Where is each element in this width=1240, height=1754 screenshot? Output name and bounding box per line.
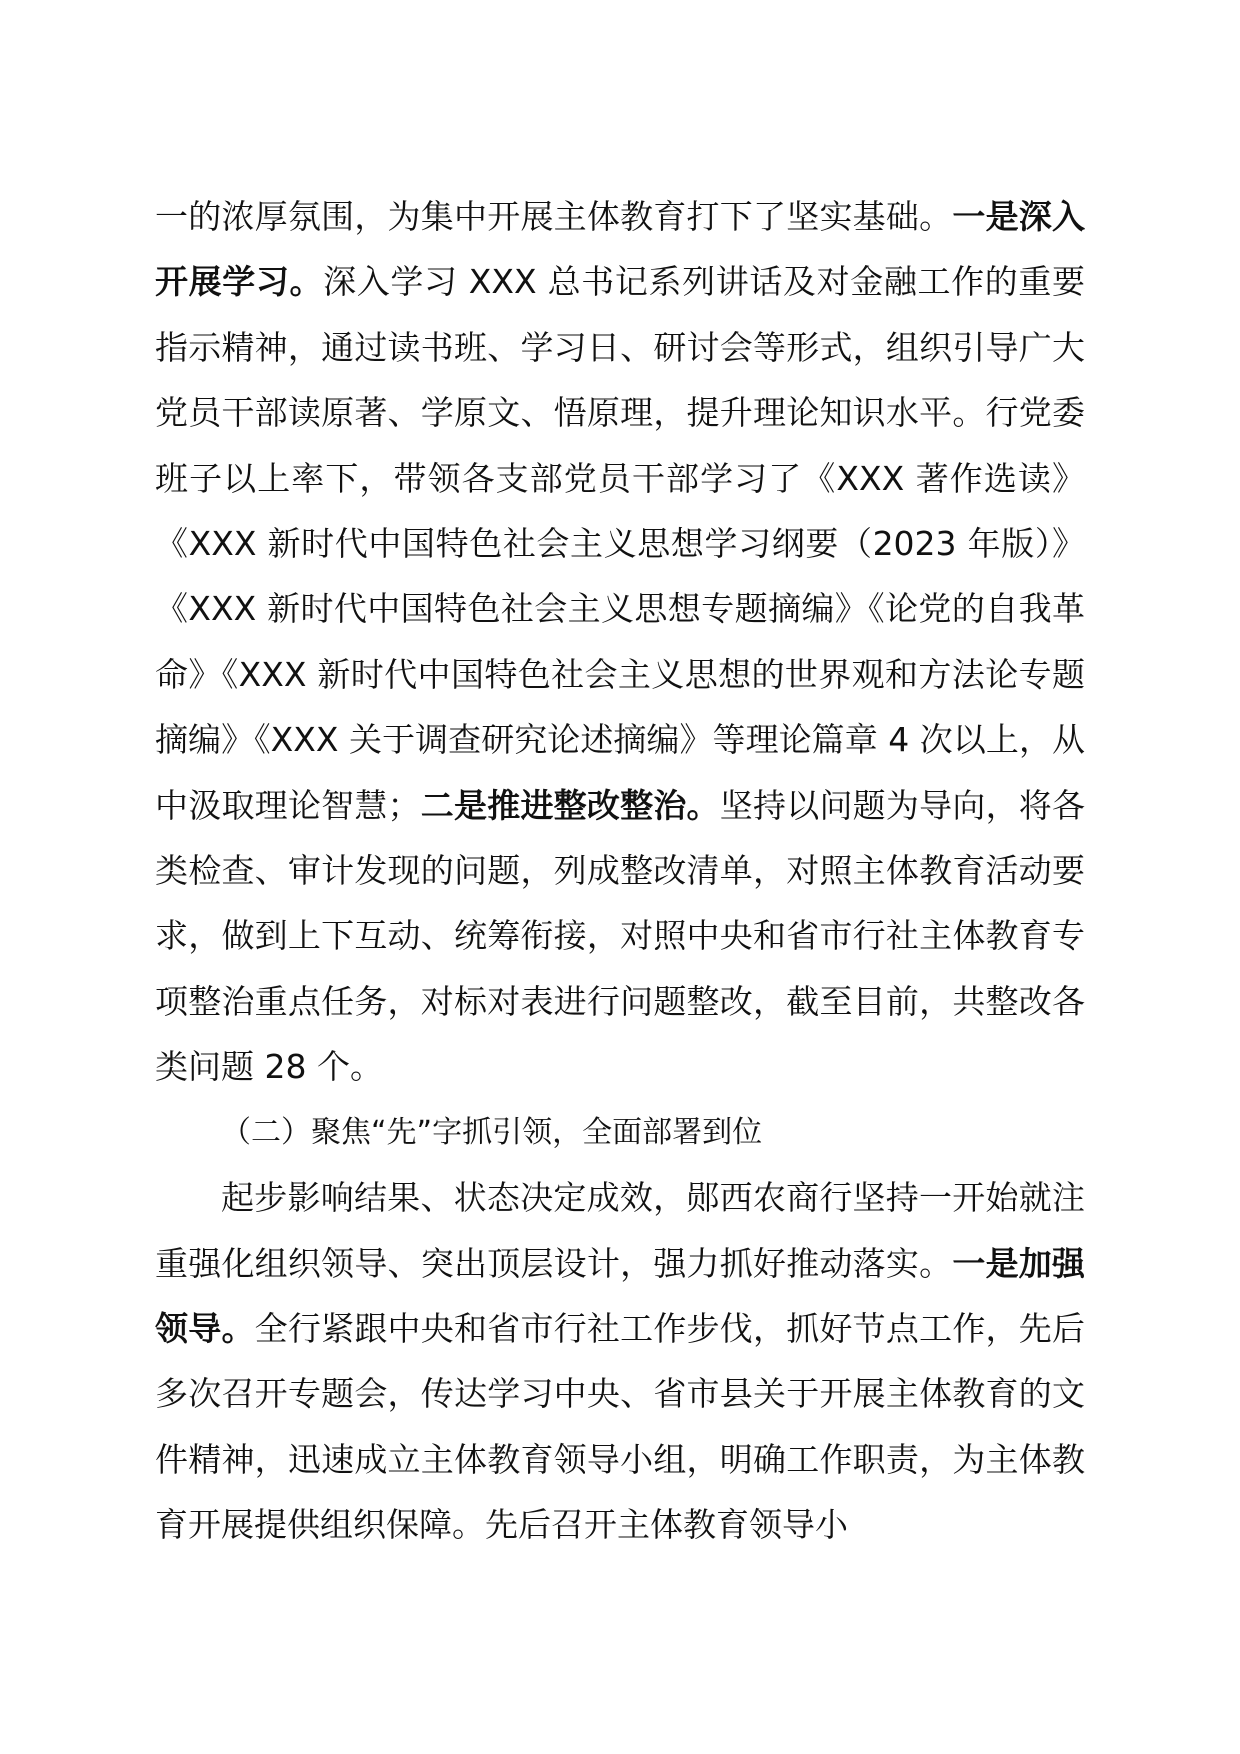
paragraph-1-text: 一的浓厚氛围，为集中开展主体教育打下了坚实基础。 [155,197,953,236]
paragraph-2-text: 起步影响结果、状态决定成效，郧西农商行坚持一开始就注重强化组织领导、突出顶层设计，强力抓好推动落实。 [155,1178,1085,1283]
paragraph-2 [155,1165,1085,1557]
paragraph-1-bold-point-1: 一是深入开展学习。 [155,197,1086,302]
section-heading: （二）聚焦“先”字抓引领，全面部署到位 [221,1114,763,1150]
document-body [155,184,1085,1558]
paragraph-2-text: 全行紧跟中央和省市行社工作步伐，抓好节点工作，先后多次召开专题会，传达学习中央、省市县关于开展主体教育的文件精神，迅速成立主体教育领导小组，明确工作职责，为主体教育开展提供组织保障。先后召开主体教育领导小 [155,1308,1086,1545]
paragraph-1-bold-point-2: 二是推进整改整治。 [420,785,720,825]
paragraph-1 [155,184,1085,1100]
paragraph-2-bold-point-1: 一是加强领导。 [155,1243,1086,1348]
paragraph-1-text: 坚持以问题为导向，将各类检查、审计发现的问题，列成整改清单，对照主体教育活动要求，做到上下互动、统筹衔接，对照中央和省市行社主体教育专项整治重点任务，对标对表进行问题整改，截至目前，共整改各类问题 28 个。 [155,785,1086,1087]
paragraph-1-text: 深入学习 XXX 总书记系列讲话及对金融工作的重要指示精神，通过读书班、学习日、研讨会等形式，组织引导广大党员干部读原著、学原文、悟原理，提升理论知识水平。行党委班子以上率下，带领各支部党员干部学习了《XXX 著作选读》《XXX 新时代中国特色社会主义思想学习纲要（2023 年版）》《XXX 新时代中国特色社会主义思想专题摘编》《论党的自我革命》《XXX 新时代中国特色社会主义思想的世界观和方法论专题摘编》《XXX 关于调查研究论述摘编》等理论篇章 4 次以上，从中汲取理论智慧； [155,262,1085,825]
